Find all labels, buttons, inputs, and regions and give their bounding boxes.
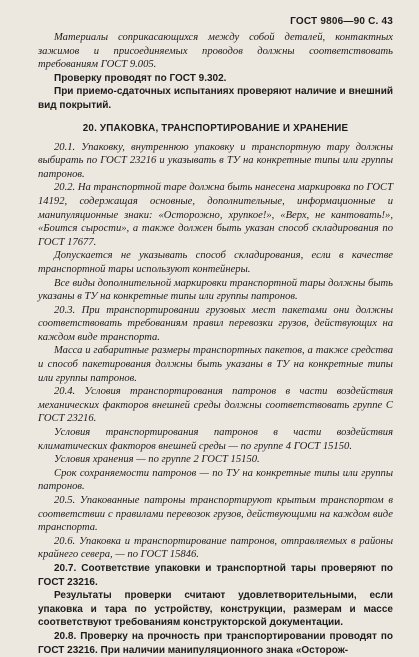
section-title: 20. УПАКОВКА, ТРАНСПОРТИРОВАНИЕ И ХРАНЕНИЕ xyxy=(82,122,349,134)
paragraph: Все виды дополнительной маркировки транспортной тары должны быть указаны в ТУ на конкретные типы или группы патронов. xyxy=(38,277,393,303)
paragraph: 20.5. Упакованные патроны транспортируют крытым транспортом в соответствии с правилами перевозок грузов, действующими на каждом виде транспорта. xyxy=(38,495,393,534)
paragraph: 20.2. На транспортной таре должна быть нанесена маркировка по ГОСТ 14192, содержащая основные, дополнительные, информационные и манипуляционные знаки: «Осторожно, хрупкое!», «Верх, не кантовать!», «Боится сырости», а также должен быть указан способ складирования по ГОСТ 17677. xyxy=(38,182,393,248)
paragraph: 20.8. Проверку на прочность при транспортировании проводят по ГОСТ 23216. При наличии манипуляционного знака «Осторож- xyxy=(38,630,393,656)
paragraph: При приемо-сдаточных испытаниях проверяют наличие и внешний вид покрытий. xyxy=(38,86,393,111)
paragraph: Срок сохраняемости патронов — по ТУ на конкретные типы или группы патронов. xyxy=(38,467,393,493)
paragraph: Результаты проверки считают удовлетворительными, если упаковка и тара по устройству, конструкции, размерам и массе соответствуют требованиям конструкторской документации. xyxy=(38,590,393,629)
page-header: ГОСТ 9806—90 С. 43 xyxy=(290,16,393,27)
paragraph: Масса и габаритные размеры транспортных пакетов, а также средства и способ пакетирования должны быть указаны в ТУ на конкретные типы или группы патронов. xyxy=(38,345,393,384)
paragraph: Допускается не указывать способ складирования, если в качестве транспортной тары используют контейнеры. xyxy=(38,250,393,275)
paragraph: Условия транспортирования патронов в части воздействия климатических факторов внешней среды — по группе 4 ГОСТ 15150. xyxy=(38,427,393,452)
paragraph: Условия хранения — по группе 2 ГОСТ 15150. xyxy=(54,454,260,466)
paragraph: 20.3. При транспортировании грузовых мест пакетами они должны соответствовать требованиям правил перевозки грузов, действующих на каждом виде транспорта. xyxy=(38,304,393,343)
paragraph: 20.4. Условия транспортирования патронов в части воздействия механических факторов внешней среды должны соответствовать группе С ГОСТ 23216. xyxy=(38,386,393,425)
paragraph: Материалы соприкасающихся между собой деталей, контактных зажимов и присоединяемых проводов должны соответствовать требованиям ГОСТ 9.005. xyxy=(38,32,393,71)
paragraph: 20.1. Упаковку, внутреннюю упаковку и транспортную тару должны выбирать по ГОСТ 23216 и указывать в ТУ на конкретные типы или группы патронов. xyxy=(38,141,393,180)
paragraph: 20.6. Упаковка и транспортирование патронов, отправляемых в районы крайнего севера, — по ГОСТ 15846. xyxy=(38,535,393,561)
paragraph: Проверку проводят по ГОСТ 9.302. xyxy=(54,72,227,84)
paragraph: 20.7. Соответствие упаковки и транспортной тары проверяют по ГОСТ 23216. xyxy=(38,562,393,588)
